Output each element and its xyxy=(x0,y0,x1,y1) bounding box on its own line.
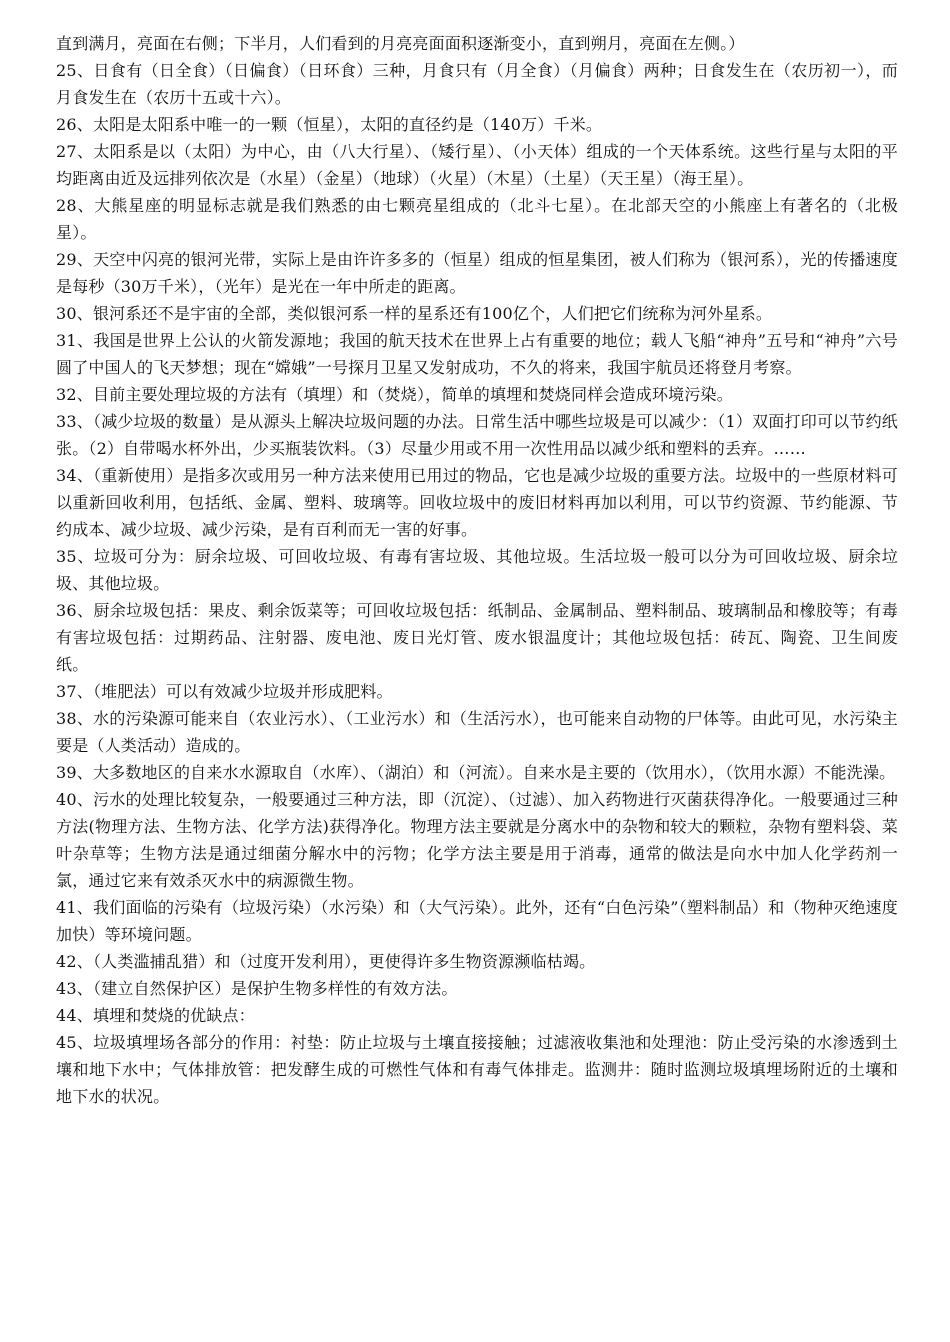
paragraph-36-garbage-examples: 36、厨余垃圾包括：果皮、剩余饭菜等；可回收垃圾包括：纸制品、金属制品、塑料制品、玻璃制品和橡胶等；有毒有害垃圾包括：过期药品、注射器、废电池、废日光灯管、废水银温度计；其他垃圾包括：砖瓦、陶瓷、卫生间废纸。 xyxy=(56,601,898,674)
paragraph-35-garbage-types: 35、垃圾可分为：厨余垃圾、可回收垃圾、有毒有害垃圾、其他垃圾。生活垃圾一般可以分为可回收垃圾、厨余垃圾、其他垃圾。 xyxy=(56,547,898,593)
paragraph-34-reuse: 34、（重新使用）是指多次或用另一种方法来使用已用过的物品，它也是减少垃圾的重要方法。垃圾中的一些原材料可以重新回收利用，包括纸、金属、塑料、玻璃等。回收垃圾中的废旧材料再加以利用，可以节约资源、节约能源、节约成本、减少垃圾、减少污染，是有百利而无一害的好事。 xyxy=(56,466,898,539)
paragraph-40-sewage-treatment: 40、污水的处理比较复杂，一般要通过三种方法，即（沉淀）、（过滤）、加入药物进行灭菌获得净化。一般要通过三种方法(物理方法、生物方法、化学方法)获得净化。物理方法主要就是分离水中的杂物和较大的颗粒，杂物有塑料袋、菜叶杂草等；生物方法是通过细菌分解水中的污物；化学方法主要是用于消毒，通常的做法是向水中加人化学药剂一氯，通过它来有效杀灭水中的病源微生物。 xyxy=(56,790,898,890)
paragraph-30-galaxies: 30、银河系还不是宇宙的全部，类似银河系一样的星系还有100亿个，人们把它们统称为河外星系。 xyxy=(56,304,773,323)
paragraph-31-space-program: 31、我国是世界上公认的火箭发源地；我国的航天技术在世界上占有重要的地位；载人飞船“神舟”五号和“神舟”六号圆了中国人的飞天梦想；现在“嫦娥”一号探月卫星又发射成功，不久的将来，我国宇航员还将登月考察。 xyxy=(56,331,898,377)
paragraph-42-overexploitation: 42、（人类滥捕乱猎）和（过度开发利用），更使得许多生物资源濒临枯竭。 xyxy=(56,952,596,971)
paragraph-28-big-dipper: 28、大熊星座的明显标志就是我们熟悉的由七颗亮星组成的（北斗七星）。在北部天空的小熊座上有著名的（北极星）。 xyxy=(56,196,898,242)
paragraph-45-landfill-parts: 45、垃圾填埋场各部分的作用：衬垫：防止垃圾与土壤直接接触；过滤液收集池和处理池：防止受污染的水渗透到土壤和地下水中；气体排放管：把发酵生成的可燃性气体和有毒气体排走。监测井：随时监测垃圾填埋场附近的土壤和地下水的状况。 xyxy=(56,1033,898,1106)
paragraph-43-nature-reserves: 43、（建立自然保护区）是保护生物多样性的有效方法。 xyxy=(56,979,458,998)
paragraph-38-water-pollution: 38、水的污染源可能来自（农业污水）、（工业污水）和（生活污水），也可能来自动物的尸体等。由此可见，水污染主要是（人类活动）造成的。 xyxy=(56,709,898,755)
paragraph-33-reduce-garbage: 33、（减少垃圾的数量）是从源头上解决垃圾问题的办法。日常生活中哪些垃圾是可以减少：（1）双面打印可以节约纸张。（2）自带喝水杯外出，少买瓶装饮料。（3）尽量少用或不用一次性用品以减少纸和塑料的丢弃。…… xyxy=(56,412,898,458)
paragraph-25-eclipses: 25、日食有（日全食）（日偏食）（日环食）三种，月食只有（月全食）（月偏食）两种；日食发生在（农历初一），而月食发生在（农历十五或十六）。 xyxy=(56,61,898,107)
paragraph-29-milky-way: 29、天空中闪亮的银河光带，实际上是由许许多多的（恒星）组成的恒星集团，被人们称为（银河系），光的传播速度是每秒（30万千米），（光年）是光在一年中所走的距离。 xyxy=(56,250,898,296)
paragraph-27-solar-system: 27、太阳系是以（太阳）为中心，由（八大行星）、（矮行星）、（小天体）组成的一个天体系统。这些行星与太阳的平均距离由近及远排列依次是（水星）（金星）（地球）（火星）（木星）（土星）（天王星）（海王星）。 xyxy=(56,142,898,188)
paragraph-32-garbage-disposal: 32、目前主要处理垃圾的方法有（填埋）和（焚烧），简单的填埋和焚烧同样会造成环境污染。 xyxy=(56,385,733,404)
paragraph-37-composting: 37、（堆肥法）可以有效减少垃圾并形成肥料。 xyxy=(56,682,393,701)
paragraph-moon-phase-continuation: 直到满月，亮面在右侧；下半月，人们看到的月亮亮面面积逐渐变小，直到朔月，亮面在左侧。） xyxy=(56,34,745,53)
paragraph-41-pollution-types: 41、我们面临的污染有（垃圾污染）（水污染）和（大气污染）。此外，还有“白色污染”（塑料制品）和（物种灭绝速度加快）等环境问题。 xyxy=(56,898,898,944)
paragraph-26-sun: 26、太阳是太阳系中唯一的一颗（恒星），太阳的直径约是（140万）千米。 xyxy=(56,115,603,134)
paragraph-39-tap-water: 39、大多数地区的自来水水源取自（水库）、（湖泊）和（河流）。自来水是主要的（饮用水），（饮用水源）不能洗澡。 xyxy=(56,763,896,782)
document-page xyxy=(56,30,898,1110)
paragraph-44-landfill-pros-cons: 44、填埋和焚烧的优缺点： xyxy=(56,1006,255,1025)
